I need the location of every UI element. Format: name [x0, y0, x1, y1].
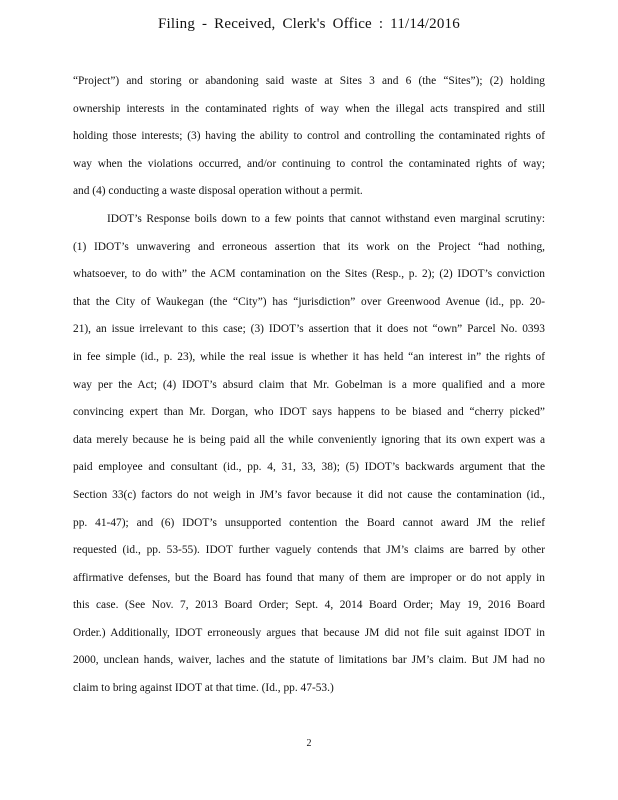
- text-line: 21), an issue irrelevant to this case; (3) IDOT’s assertion that it does not “own” Parcel No. 0393: [73, 323, 545, 336]
- text-line: affirmative defenses, but the Board has found that many of them are improper or do not apply in: [73, 571, 545, 584]
- text-line: paid employee and consultant (id., pp. 4, 31, 33, 38); (5) IDOT’s backwards argument that the: [73, 461, 545, 474]
- text-line: way per the Act; (4) IDOT’s absurd claim that Mr. Gobelman is a more qualified and a more: [73, 378, 545, 391]
- text-line: requested (id., pp. 53-55). IDOT further vaguely contends that JM’s claims are barred by other: [73, 544, 545, 557]
- text-line: ownership interests in the contaminated rights of way when the illegal acts transpired and still: [73, 102, 545, 115]
- paragraph-1: [73, 68, 545, 206]
- text-line: holding those interests; (3) having the ability to control and controlling the contaminated rights of: [73, 130, 545, 143]
- text-line: claim to bring against IDOT at that time. (Id., pp. 47-53.): [73, 682, 334, 695]
- text-line: and (4) conducting a waste disposal operation without a permit.: [73, 185, 363, 198]
- paragraph-2: [73, 206, 545, 703]
- text-line: convincing expert than Mr. Dorgan, who IDOT says happens to be biased and “cherry picked”: [73, 406, 545, 419]
- text-line: Section 33(c) factors do not weigh in JM’s favor because it did not cause the contamination (id.,: [73, 488, 545, 501]
- text-line: this case. (See Nov. 7, 2013 Board Order; Sept. 4, 2014 Board Order; May 19, 2016 Board: [73, 599, 545, 612]
- text-line: whatsoever, to do with” the ACM contamination on the Sites (Resp., p. 2); (2) IDOT’s conviction: [73, 268, 545, 281]
- filing-header: Filing - Received, Clerk's Office : 11/14/2016: [158, 16, 460, 32]
- text-line: Order.) Additionally, IDOT erroneously argues that because JM did not file suit against IDOT in: [73, 626, 545, 639]
- text-line: in fee simple (id., p. 23), while the real issue is whether it has held “an interest in” the rights of: [73, 350, 545, 363]
- text-line: data merely because he is being paid all the while conveniently ignoring that its own expert was a: [73, 433, 545, 446]
- text-line: “Project”) and storing or abandoning said waste at Sites 3 and 6 (the “Sites”); (2) holding: [73, 75, 545, 87]
- body-text: [73, 68, 545, 703]
- text-line: way when the violations occurred, and/or continuing to control the contaminated rights of way;: [73, 157, 545, 170]
- text-line: that the City of Waukegan (the “City”) has “jurisdiction” over Greenwood Avenue (id., pp. 20-: [73, 295, 545, 308]
- text-line: (1) IDOT’s unwavering and erroneous assertion that its work on the Project “had nothing,: [73, 240, 545, 253]
- text-line: 2000, unclean hands, waiver, laches and the statute of limitations bar JM’s claim. But JM had no: [73, 654, 545, 667]
- text-line: pp. 41-47); and (6) IDOT’s unsupported contention the Board cannot award JM the relief: [73, 516, 545, 529]
- page-number: 2: [306, 738, 312, 749]
- text-line: IDOT’s Response boils down to a few points that cannot withstand even marginal scrutiny:: [107, 212, 545, 225]
